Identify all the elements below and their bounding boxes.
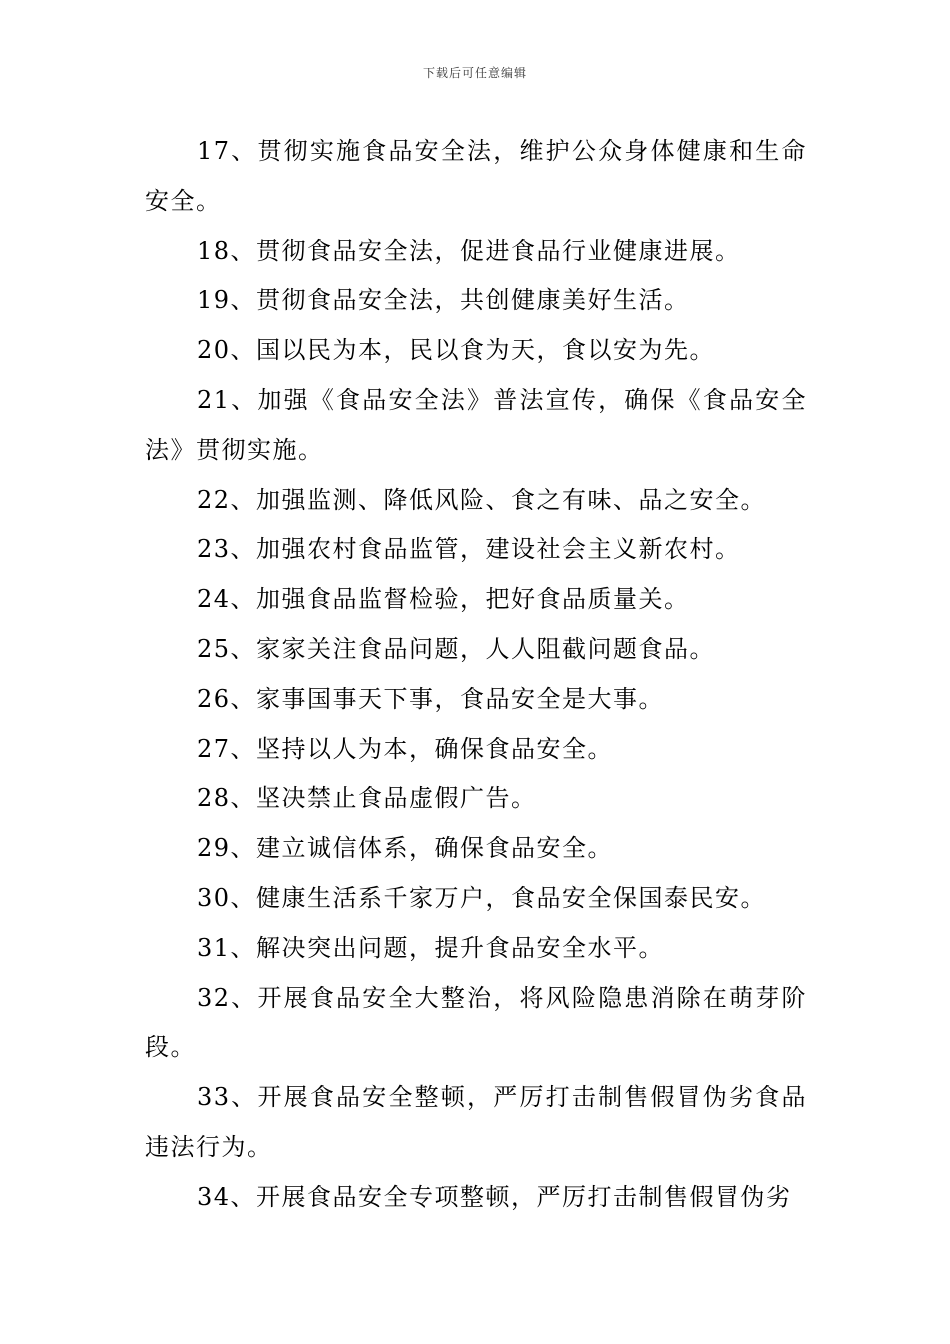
header-note: 下载后可任意编辑 xyxy=(422,66,527,80)
slogan-paragraph: 19、贯彻食品安全法，共创健康美好生活。 xyxy=(197,286,690,315)
slogan-paragraph: 29、建立诚信体系，确保食品安全。 xyxy=(197,834,614,863)
slogan-paragraph: 22、加强监测、降低风险、食之有味、品之安全。 xyxy=(197,485,767,514)
slogan-paragraph: 26、家事国事天下事，食品安全是大事。 xyxy=(197,684,665,713)
slogan-paragraph: 30、健康生活系千家万户，食品安全保国泰民安。 xyxy=(197,883,767,912)
slogan-paragraph: 24、加强食品监督检验，把好食品质量关。 xyxy=(197,585,690,614)
slogan-paragraph: 28、坚决禁止食品虚假广告。 xyxy=(197,784,537,813)
slogan-paragraph: 34、开展食品安全专项整顿，严厉打击制售假冒伪劣 xyxy=(197,1182,792,1211)
document-body xyxy=(145,127,807,1223)
slogan-paragraph: 20、国以民为本，民以食为天，食以安为先。 xyxy=(197,336,716,365)
slogan-paragraph: 31、解决突出问题，提升食品安全水平。 xyxy=(197,933,665,962)
slogan-paragraph: 18、贯彻食品安全法，促进食品行业健康进展。 xyxy=(197,236,741,265)
slogan-paragraph: 32、开展食品安全大整治，将风险隐患消除在萌芽阶段。 xyxy=(145,983,807,1062)
slogan-paragraph: 33、开展食品安全整顿，严厉打击制售假冒伪劣食品违法行为。 xyxy=(145,1083,807,1161)
slogan-paragraph: 21、加强《食品安全法》普法宣传，确保《食品安全法》贯彻实施。 xyxy=(145,385,807,464)
slogan-paragraph: 27、坚持以人为本，确保食品安全。 xyxy=(197,734,614,763)
slogan-paragraph: 23、加强农村食品监管，建设社会主义新农村。 xyxy=(197,535,741,564)
slogan-paragraph: 25、家家关注食品问题，人人阻截问题食品。 xyxy=(197,634,716,663)
slogan-paragraph: 17、贯彻实施食品安全法，维护公众身体健康和生命安全。 xyxy=(145,137,807,215)
